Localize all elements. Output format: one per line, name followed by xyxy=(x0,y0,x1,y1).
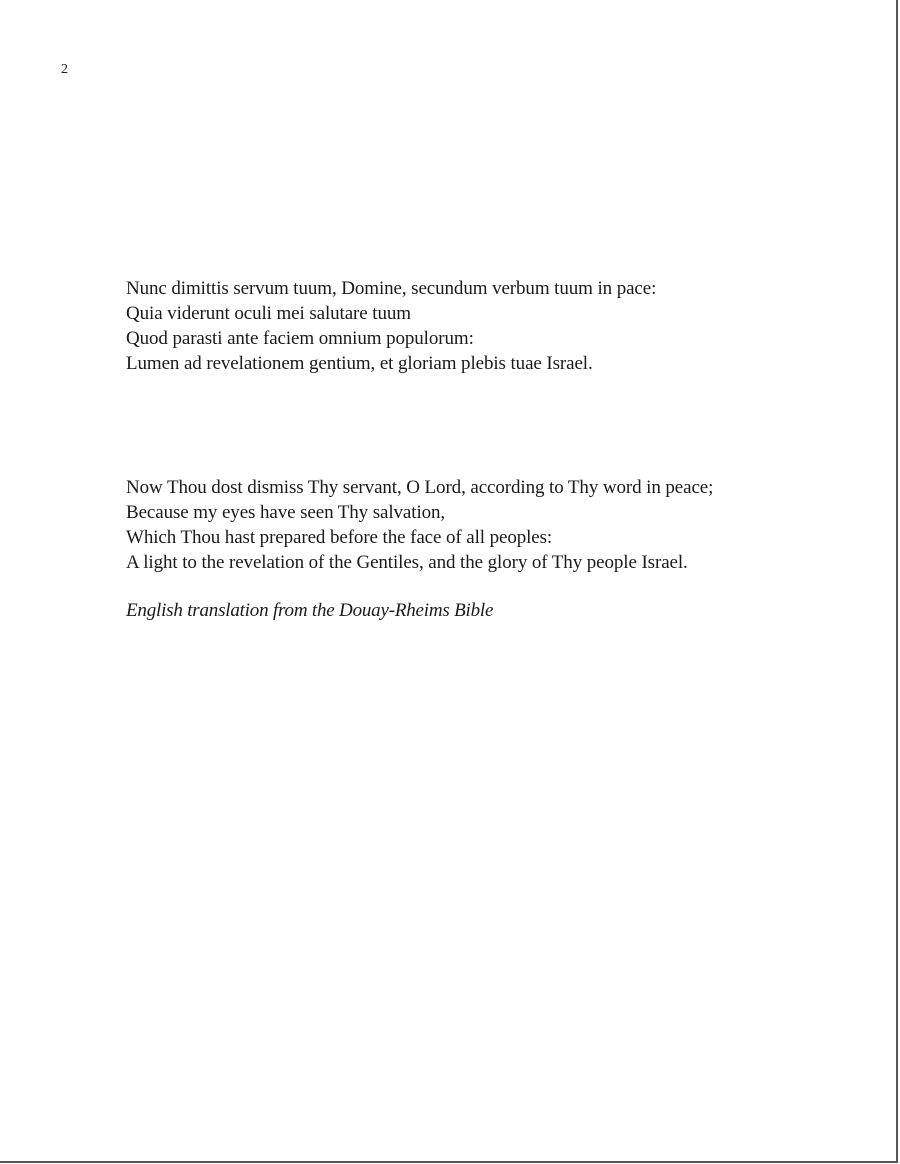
translation-attribution: English translation from the Douay-Rheims Bible xyxy=(126,600,494,621)
english-line: A light to the revelation of the Gentiles, and the glory of Thy people Israel. xyxy=(126,552,688,573)
latin-line: Lumen ad revelationem gentium, et gloriam plebis tuae Israel. xyxy=(126,353,593,374)
latin-line: Quod parasti ante faciem omnium populorum: xyxy=(126,328,474,349)
english-line: Now Thou dost dismiss Thy servant, O Lord, according to Thy word in peace; xyxy=(126,477,714,498)
english-line: Which Thou hast prepared before the face of all peoples: xyxy=(126,527,553,548)
page-number: 2 xyxy=(61,62,68,77)
latin-line: Quia viderunt oculi mei salutare tuum xyxy=(126,303,411,324)
english-line: Because my eyes have seen Thy salvation, xyxy=(126,502,446,523)
latin-line: Nunc dimittis servum tuum, Domine, secundum verbum tuum in pace: xyxy=(126,278,657,299)
english-text-block xyxy=(126,475,713,575)
latin-text-block xyxy=(126,276,656,376)
